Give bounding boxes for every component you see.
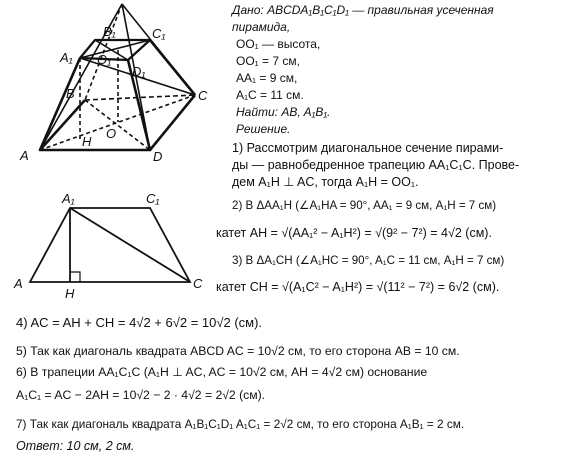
tlabel-h: H: [65, 286, 75, 301]
step-1-line-3: дем A₁H ⊥ AC, тогда A₁H = OO₁.: [232, 175, 419, 189]
label-b1: B₁: [103, 24, 116, 39]
given-line-3: OO₁ — высота,: [236, 37, 321, 51]
solution-heading: Решение.: [236, 122, 291, 136]
find-line: Найти: AB, A₁B₁.: [236, 105, 331, 119]
given-line-1: Дано: ABCDA₁B₁C₁D₁ — правильная усеченная: [232, 3, 494, 17]
tlabel-c: C: [193, 276, 203, 291]
step-2-line-2: катет AH = √(AA₁² − A₁H²) = √(9² − 7²) = 4√2 (см).: [216, 226, 492, 240]
label-d: D: [153, 149, 163, 164]
label-a1: A₁: [60, 50, 73, 65]
edge-aa1: [40, 58, 80, 150]
step-1-line-2: ды — равнобедренное трапецию AA₁C₁C. Прове-: [232, 158, 520, 172]
trapezoid-figure: [0, 190, 215, 305]
label-a: A: [20, 148, 29, 163]
trapezoid-aa1c1c: [30, 208, 190, 282]
label-c1: C₁: [152, 26, 166, 41]
label-h: H: [82, 134, 92, 149]
label-o: O: [106, 126, 117, 141]
answer-line: Ответ: 10 см, 2 см.: [16, 439, 135, 453]
given-line-5: AA₁ = 9 см,: [236, 71, 298, 85]
step-6-line-2: A₁C₁ = AC − 2AH = 10√2 − 2 · 4√2 = 2√2 (см).: [16, 388, 266, 402]
frustum-figure: [0, 0, 215, 175]
label-c: C: [198, 88, 208, 103]
tlabel-a: A: [14, 276, 23, 291]
right-angle-mark: [70, 272, 80, 282]
edge-cc1: [150, 40, 195, 95]
step-3-line-2: катет CH = √(A₁C² − A₁H²) = √(11² − 7²) = 6√2 (см).: [216, 280, 500, 294]
step-5: 5) Так как диагональ квадрата ABCD AC = 10√2 см, то его сторона AB = 10 см.: [16, 344, 460, 358]
label-b: B: [66, 86, 75, 101]
given-line-2: пирамида,: [232, 20, 291, 34]
label-d1: D₁: [132, 64, 146, 79]
step-6-line-1: 6) В трапеции AA₁C₁C (A₁H ⊥ AC, AC = 10√2 см, AH = 4√2 см) основание: [16, 365, 428, 379]
given-line-4: OO₁ = 7 см,: [236, 54, 300, 68]
step-3-line-1: 3) В ΔA₁CH (∠A₁HC = 90°, A₁C = 11 см, A₁H = 7 см): [232, 254, 505, 267]
step-4: 4) AC = AH + CH = 4√2 + 6√2 = 10√2 (см).: [16, 315, 263, 330]
label-o1: O₁: [97, 52, 112, 67]
step-2-line-1: 2) В ΔAA₁H (∠A₁HA = 90°, AA₁ = 9 см, A₁H = 7 см): [232, 199, 497, 212]
step-1-line-1: 1) Рассмотрим диагональное сечение пирами-: [232, 141, 504, 155]
step-7: 7) Так как диагональ квадрата A₁B₁C₁D₁ A₁C₁ = 2√2 см, то его сторона A₁B₁ = 2 см.: [16, 417, 465, 431]
diagonal-a1c: [70, 208, 190, 282]
tlabel-a1: A₁: [62, 191, 75, 206]
given-line-6: A₁C = 11 см.: [236, 88, 304, 102]
tlabel-c1: C₁: [146, 191, 160, 206]
